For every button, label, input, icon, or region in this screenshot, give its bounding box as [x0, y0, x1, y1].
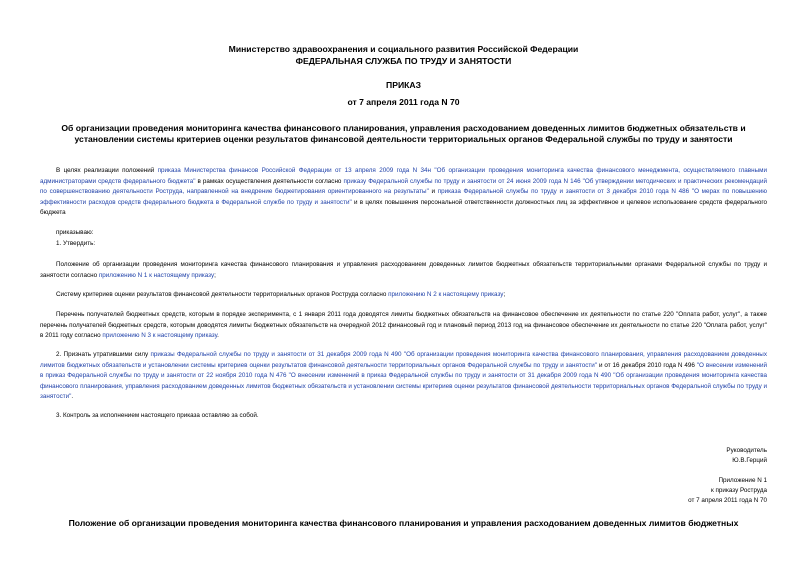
preamble-link-minfin-34n[interactable]: приказа Министерства финансов Российской Федерации от 13 апреля 2009 года N 34н "Об организации проведения мониторинга качества финансового менеджмента, осуществляемого главными администраторами средств федерального бюджета": [40, 167, 767, 185]
approve-a-end: ;: [214, 271, 216, 279]
preamble-paragraph: [40, 166, 767, 219]
item-1: 1. Утвердить:: [56, 240, 96, 247]
approve-b-text: Систему критериев оценки результатов финансовой деятельности территориальных органов Роструда согласно: [56, 291, 389, 298]
item-2-link-order-496[interactable]: "О внесении изменений в приказ Федеральной службы по труду и занятости от 22 ноября 2010 года N 476 "О внесении изменений в приказ Федеральной службы по труду и занятости от 31 декабря 2009 года N 490 "Об организации проведения мониторинга качества финансового планирования, управления расходованием доведенных лимитов бюджетных обязательств и установлении системы критериев оценки результатов финансовой деятельности территориальных органов Федеральной службы по труду и занятости": [40, 361, 767, 400]
item-2-text-1: 2. Признать утратившими силу: [56, 351, 151, 358]
preamble-text-2: в рамках осуществления деятельности согласно: [195, 177, 344, 185]
appendix-line-3: от 7 апреля 2011 года N 70: [688, 497, 767, 504]
item-2-text-3: .: [71, 393, 74, 400]
appendix-line-2: к приказу Роструда: [711, 487, 767, 494]
doc-date: от 7 апреля 2011 года N 70: [347, 97, 460, 107]
preamble-text-3: и: [428, 188, 438, 195]
signer-name: Ю.В.Герций: [732, 457, 767, 464]
preamble-link-rostrud-486[interactable]: приказа Федеральной службы по труду и занятости от 3 декабря 2010 года N 486 "О мерах по повышению эффективности расходов средств федерального бюджета в Федеральной службе по труду и занятости": [40, 188, 767, 206]
signature-block: [567, 446, 767, 466]
item-3: 3. Контроль за исполнением настоящего приказа оставляю за собой.: [56, 412, 259, 419]
approve-item-b: [40, 290, 767, 301]
appendix-3-link[interactable]: приложению N 3 к настоящему приказу: [102, 332, 218, 339]
item-2: [40, 350, 767, 403]
preamble-link-rostrud-146[interactable]: приказу Федеральной службы по труду и занятости от 24 июня 2009 года N 146 "Об утверждении методических и практических рекомендаций по совершенствованию деятельности Роструда, направленной на внедрение бюджетирования ориентированного на результаты": [40, 177, 768, 195]
appendix-1-link[interactable]: приложению N 1 к настоящему приказу: [98, 271, 215, 279]
appendix-line-1: Приложение N 1: [718, 477, 767, 484]
appendix-title: Положение об организации проведения мониторинга качества финансового планирования и управления расходованием доведенных лимитов бюджетных: [68, 518, 739, 528]
signer-role: Руководитель: [726, 447, 767, 454]
appendix-header: [567, 476, 767, 506]
approve-a-text: Положение об организации проведения мониторинга качества финансового планирования и управления расходованием доведенных лимитов бюджетных обязательств территориальными органами Федеральной службы по труду и занятости согласно: [40, 261, 767, 279]
item-2-text-2: и от 16 декабря 2010 года N 496: [597, 361, 697, 369]
approve-item-a: [40, 260, 767, 281]
doc-type: ПРИКАЗ: [386, 80, 421, 90]
appendix-2-link[interactable]: приложению N 2 к настоящему приказу: [388, 291, 504, 298]
preamble-text-4: и в целях повышения персональной ответственности должностных лиц за эффективное и целевое использование средств федерального бюджета: [40, 198, 767, 216]
ministry-name: Министерство здравоохранения и социального развития Российской Федерации: [228, 44, 579, 54]
document-title: Об организации проведения мониторинга качества финансового планирования, управления расходованием доведенных лимитов бюджетных обязательств и установлении системы критериев оценки результатов финансовой деятельности территориальных органов Федеральной службы по труду и занятости: [61, 123, 746, 144]
preamble-text-1: В целях реализации положений: [56, 167, 158, 174]
service-name: ФЕДЕРАЛЬНАЯ СЛУЖБА ПО ТРУДУ И ЗАНЯТОСТИ: [295, 56, 512, 66]
approve-c-end: .: [217, 332, 219, 339]
approve-b-end: ;: [503, 291, 506, 298]
approve-item-c: [40, 310, 767, 342]
item-2-link-orders-490[interactable]: приказы Федеральной службы по труду и занятости от 31 декабря 2009 года N 490 "Об организации проведения мониторинга качества финансового планирования, управления расходованием доведенных лимитов бюджетных обязательств и установлении системы критериев оценки результатов финансовой деятельности территориальных органов Федеральной службы по труду и занятости": [40, 351, 767, 369]
order-word: приказываю:: [56, 229, 94, 236]
approve-c-text: Перечень получателей бюджетных средств, которым в порядке эксперимента, с 1 января 2011 года доводятся лимиты бюджетных обязательств на финансовое обеспечение их деятельности по статье 220 "Оплата работ, услуг", а также перечень получателей бюджетных средств, которым доводятся лимиты бюджетных обязательств на очередной 2012 финансовый год и плановый период 2013 год на финансовое обеспечение их деятельности по статье 220 "Оплата работ, услуг" в 2011 году согласно: [40, 311, 767, 339]
